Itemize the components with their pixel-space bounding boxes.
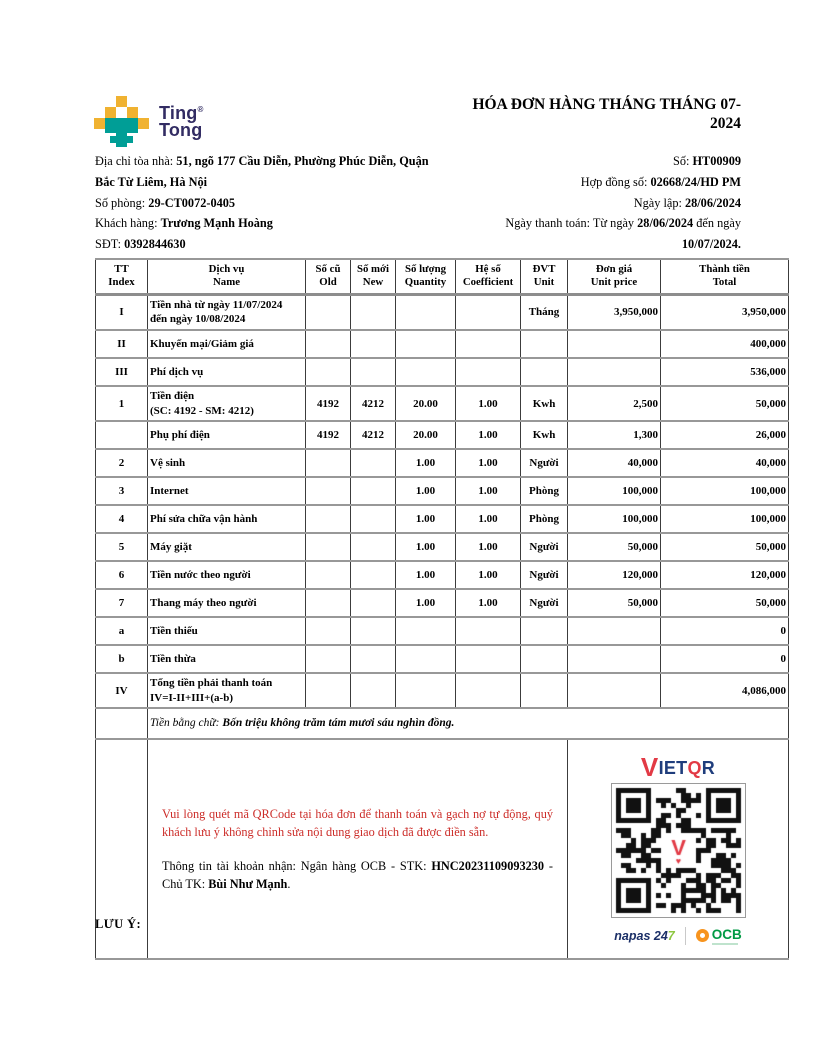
table-row — [96, 645, 789, 673]
cell-old: 4192 — [306, 386, 351, 421]
cell-price — [568, 330, 661, 358]
cell-qty: 1.00 — [396, 449, 456, 477]
cell-old — [306, 449, 351, 477]
cell-price — [568, 358, 661, 386]
cell-unit: Phòng — [521, 505, 568, 533]
qr-payment-row — [96, 739, 789, 959]
cell-new — [351, 477, 396, 505]
brand-divider — [685, 927, 686, 945]
cell-new — [351, 617, 396, 645]
cell-name: Máy giặt — [148, 533, 306, 561]
table-row — [96, 617, 789, 645]
cell-new — [351, 645, 396, 673]
cell-unit — [521, 673, 568, 708]
payment-instructions — [148, 739, 568, 959]
cell-total: 100,000 — [661, 477, 789, 505]
table-row — [96, 477, 789, 505]
cell-name: Tiền thiếu — [148, 617, 306, 645]
cell-qty — [396, 645, 456, 673]
payment-brands — [568, 927, 788, 945]
tingtong-logo-text — [159, 102, 204, 140]
cell-total: 50,000 — [661, 589, 789, 617]
cell-qty — [396, 330, 456, 358]
cell-unit: Người — [521, 449, 568, 477]
cell-coef — [456, 358, 521, 386]
table-row — [96, 386, 789, 421]
cell-new — [351, 533, 396, 561]
column-header: TT Index — [96, 259, 148, 294]
cell-tt: II — [96, 330, 148, 358]
account-info-text: Thông tin tài khoản nhận: Ngân hàng OCB - STK: HNC20231109093230 - Chủ TK: Bùi Như Mạnh. — [162, 858, 553, 891]
cell-old — [306, 330, 351, 358]
created-date: Ngày lập: 28/06/2024 — [633, 195, 741, 210]
column-header: ĐVT Unit — [521, 259, 568, 294]
cell-old — [306, 561, 351, 589]
invoice-table — [95, 258, 789, 960]
cell-coef: 1.00 — [456, 533, 521, 561]
cell-price — [568, 645, 661, 673]
cell-name: Internet — [148, 477, 306, 505]
contract-number: Hợp đồng số: 02668/24/HD PM — [580, 174, 741, 189]
cell-qty: 1.00 — [396, 561, 456, 589]
cell-name: Tiền nhà từ ngày 11/07/2024 đến ngày 10/08/2024 — [148, 294, 306, 330]
amount-in-words-row — [96, 708, 789, 739]
cell-qty: 1.00 — [396, 589, 456, 617]
table-row — [96, 589, 789, 617]
cell-new: 4212 — [351, 386, 396, 421]
cell-price: 100,000 — [568, 477, 661, 505]
cell-new — [351, 505, 396, 533]
cell-price: 1,300 — [568, 421, 661, 449]
cell-old — [306, 533, 351, 561]
cell-old: 4192 — [306, 421, 351, 449]
cell-empty — [96, 708, 148, 739]
table-row — [96, 330, 789, 358]
registered-mark: ® — [197, 104, 204, 114]
amount-in-words: Tiền bằng chữ: Bốn triệu không trăm tám mươi sáu nghìn đồng. — [148, 708, 789, 739]
cell-tt: 5 — [96, 533, 148, 561]
napas-logo: napas 247 — [614, 928, 675, 943]
column-header: Đơn giá Unit price — [568, 259, 661, 294]
ocb-logo — [696, 927, 742, 945]
cell-qty — [396, 358, 456, 386]
cell-price: 2,500 — [568, 386, 661, 421]
column-header: Hệ số Coefficient — [456, 259, 521, 294]
cell-new — [351, 330, 396, 358]
column-header: Số lượng Quantity — [396, 259, 456, 294]
logo-word-ting: Ting — [159, 102, 198, 123]
cell-price: 50,000 — [568, 533, 661, 561]
cell-old — [306, 358, 351, 386]
cell-price — [568, 617, 661, 645]
cell-name: Khuyến mại/Giảm giá — [148, 330, 306, 358]
column-header: Dịch vụ Name — [148, 259, 306, 294]
cell-tt — [96, 421, 148, 449]
cell-coef — [456, 645, 521, 673]
cell-name: Tổng tiền phải thanh toán IV=I-II+III+(a-b) — [148, 673, 306, 708]
invoice-number: Số: HT00909 — [673, 154, 741, 168]
cell-qty — [396, 294, 456, 330]
cell-name: Phí sửa chữa vận hành — [148, 505, 306, 533]
qr-code-area — [568, 739, 789, 959]
cell-name: Tiền thừa — [148, 645, 306, 673]
column-header: Thành tiền Total — [661, 259, 789, 294]
cell-unit: Người — [521, 589, 568, 617]
cell-name: Phí dịch vụ — [148, 358, 306, 386]
invoice-info — [95, 151, 741, 255]
column-header: Số mới New — [351, 259, 396, 294]
cell-tt: 1 — [96, 386, 148, 421]
cell-total: 0 — [661, 617, 789, 645]
cell-new — [351, 449, 396, 477]
cell-total: 26,000 — [661, 421, 789, 449]
cell-tt: 2 — [96, 449, 148, 477]
cell-price: 50,000 — [568, 589, 661, 617]
cell-old — [306, 673, 351, 708]
cell-qty: 20.00 — [396, 386, 456, 421]
cell-new — [351, 358, 396, 386]
cell-coef: 1.00 — [456, 589, 521, 617]
cell-name: Phụ phí điện — [148, 421, 306, 449]
cell-old — [306, 617, 351, 645]
cell-tt: a — [96, 617, 148, 645]
cell-qty: 20.00 — [396, 421, 456, 449]
cell-tt: III — [96, 358, 148, 386]
cell-price: 40,000 — [568, 449, 661, 477]
cell-new — [351, 561, 396, 589]
invoice-info-right — [451, 151, 741, 255]
cell-qty — [396, 673, 456, 708]
cell-qty: 1.00 — [396, 533, 456, 561]
cell-tt: 6 — [96, 561, 148, 589]
cell-coef — [456, 330, 521, 358]
ocb-circle-icon — [696, 929, 709, 942]
cell-tt: 3 — [96, 477, 148, 505]
qr-warning-text: Vui lòng quét mã QRCode tại hóa đơn để thanh toán và gạch nợ tự động, quý khách lưu ý không chỉnh sửa nội dung giao dịch đã được điền sẵn. — [162, 806, 553, 840]
cell-unit: Tháng — [521, 294, 568, 330]
cell-name: Vệ sinh — [148, 449, 306, 477]
customer-phone: SĐT: 0392844630 — [95, 237, 186, 252]
cell-total: 3,950,000 — [661, 294, 789, 330]
cell-total: 4,086,000 — [661, 673, 789, 708]
cell-unit: Phòng — [521, 477, 568, 505]
cell-unit — [521, 617, 568, 645]
cell-name: Thang máy theo người — [148, 589, 306, 617]
cell-unit: Người — [521, 561, 568, 589]
cell-total: 100,000 — [661, 505, 789, 533]
invoice-info-left — [95, 151, 451, 255]
cell-old — [306, 505, 351, 533]
tingtong-logo-icon — [94, 96, 150, 148]
cell-name: Tiền điện (SC: 4192 - SM: 4212) — [148, 386, 306, 421]
cell-unit — [521, 358, 568, 386]
cell-price — [568, 673, 661, 708]
cell-tt: 4 — [96, 505, 148, 533]
page-title — [401, 96, 741, 134]
table-row — [96, 421, 789, 449]
cell-new — [351, 589, 396, 617]
room-number: Số phòng: 29-CT0072-0405 — [95, 195, 236, 210]
cell-qty — [396, 617, 456, 645]
table-header-row — [96, 259, 789, 294]
cell-coef — [456, 673, 521, 708]
cell-old — [306, 294, 351, 330]
vietqr-logo: VIETQR — [640, 751, 716, 782]
cell-price: 120,000 — [568, 561, 661, 589]
cell-tt: b — [96, 645, 148, 673]
cell-tt: IV — [96, 673, 148, 708]
cell-qty: 1.00 — [396, 477, 456, 505]
building-address: Địa chỉ tòa nhà: 51, ngõ 177 Cầu Diễn, Phường Phúc Diễn, Quận Bắc Từ Liêm, Hà Nội — [95, 154, 429, 189]
cell-tt: 7 — [96, 589, 148, 617]
cell-price: 100,000 — [568, 505, 661, 533]
page-title-line1: HÓA ĐƠN HÀNG THÁNG THÁNG 07- — [472, 96, 741, 113]
cell-total: 120,000 — [661, 561, 789, 589]
logo-word-tong: Tong — [159, 120, 203, 140]
column-header: Số cũ Old — [306, 259, 351, 294]
cell-new — [351, 673, 396, 708]
customer-name: Khách hàng: Trương Mạnh Hoàng — [95, 216, 273, 231]
cell-tt: I — [96, 294, 148, 330]
cell-total: 0 — [661, 645, 789, 673]
cell-old — [306, 589, 351, 617]
cell-coef: 1.00 — [456, 421, 521, 449]
ocb-wordmark: OCB — [712, 927, 742, 945]
cell-new — [351, 294, 396, 330]
cell-total: 536,000 — [661, 358, 789, 386]
cell-coef: 1.00 — [456, 386, 521, 421]
table-row — [96, 533, 789, 561]
table-row — [96, 561, 789, 589]
table-row — [96, 358, 789, 386]
cell-total: 50,000 — [661, 533, 789, 561]
table-row — [96, 449, 789, 477]
cell-old — [306, 477, 351, 505]
table-row — [96, 505, 789, 533]
tingtong-logo — [94, 96, 204, 148]
cell-coef — [456, 294, 521, 330]
cell-unit: Kwh — [521, 386, 568, 421]
cell-unit: Kwh — [521, 421, 568, 449]
cell-old — [306, 645, 351, 673]
cell-unit: Người — [521, 533, 568, 561]
qr-code — [611, 783, 746, 918]
footer-note-label: LƯU Ý: — [95, 917, 142, 931]
cell-coef — [456, 617, 521, 645]
cell-unit — [521, 645, 568, 673]
cell-price: 3,950,000 — [568, 294, 661, 330]
payment-period: Ngày thanh toán: Từ ngày 28/06/2024 đến ngày 10/07/2024. — [505, 216, 741, 252]
cell-coef: 1.00 — [456, 505, 521, 533]
cell-qty: 1.00 — [396, 505, 456, 533]
cell-coef: 1.00 — [456, 477, 521, 505]
cell-name: Tiền nước theo người — [148, 561, 306, 589]
cell-total: 400,000 — [661, 330, 789, 358]
cell-coef: 1.00 — [456, 449, 521, 477]
cell-new: 4212 — [351, 421, 396, 449]
cell-total: 40,000 — [661, 449, 789, 477]
table-row — [96, 294, 789, 330]
page-title-line2: 2024 — [710, 114, 741, 132]
cell-unit — [521, 330, 568, 358]
cell-coef: 1.00 — [456, 561, 521, 589]
cell-total: 50,000 — [661, 386, 789, 421]
table-row — [96, 673, 789, 708]
